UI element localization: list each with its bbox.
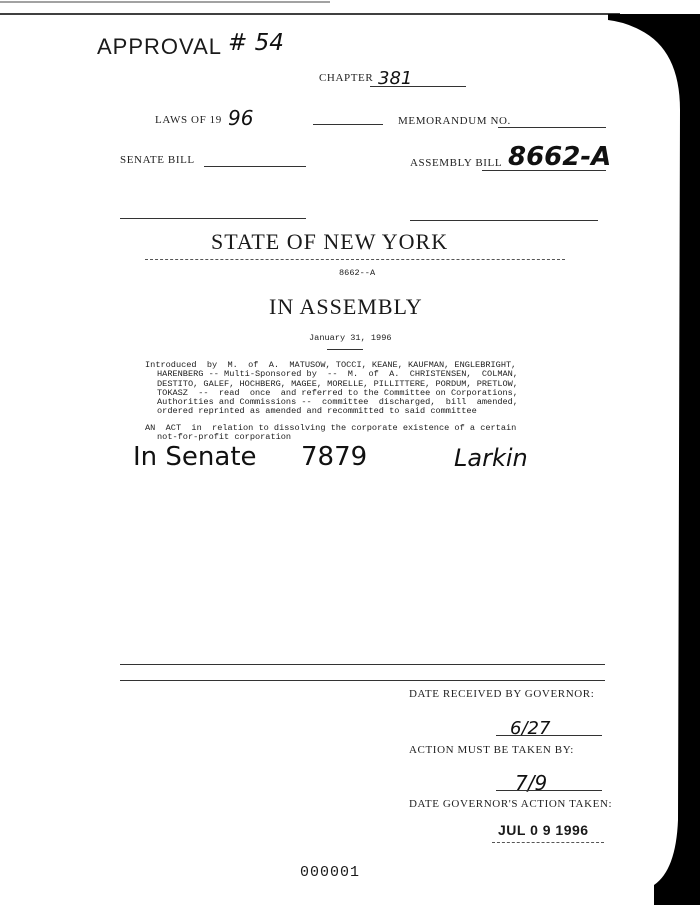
approval-number: # 54 [228, 30, 284, 56]
action-taken-label: DATE GOVERNOR'S ACTION TAKEN: [409, 798, 613, 810]
act-paragraph [145, 424, 516, 443]
chamber-title: IN ASSEMBLY [269, 294, 423, 319]
chapter-label: CHAPTER [319, 72, 374, 84]
assembly-bill-label: ASSEMBLY BILL [410, 157, 503, 169]
page-number: 000001 [300, 864, 361, 881]
chapter-value: 381 [378, 68, 413, 89]
action-taken-stamp: JUL 0 9 1996 [498, 822, 589, 838]
introduced-line: DESTITO, GALEF, HOCHBERG, MAGEE, MORELLE, PILLITTERE, PORDUM, PRETLOW, [157, 378, 518, 389]
act-line: not-for-profit corporation [157, 432, 292, 443]
introduced-paragraph [145, 361, 518, 417]
date-received-value: 6/27 [510, 718, 551, 739]
bill-date: January 31, 1996 [309, 333, 392, 343]
introduced-line: Introduced by M. of A. MATUSOW, TOCCI, KEANE, KAUFMAN, ENGLEBRIGHT, [145, 360, 517, 370]
introduced-line: TOKASZ -- read once and referred to the Committee on Corporations, [157, 387, 518, 398]
approval-label: APPROVAL [97, 34, 222, 59]
assembly-bill-value: 8662-A [508, 142, 612, 172]
laws-year: 96 [228, 106, 254, 130]
laws-label: LAWS OF 19 [155, 114, 222, 126]
sponsor-note: Larkin [454, 444, 528, 472]
introduced-line: HARENBERG -- Multi-Sponsored by -- M. of A. CHRISTENSEN, COLMAN, [157, 369, 518, 380]
date-received-label: DATE RECEIVED BY GOVERNOR: [409, 688, 595, 700]
in-senate-note: In Senate [133, 442, 257, 472]
act-line: AN ACT in relation to dissolving the corporate existence of a certain [145, 423, 517, 433]
action-must-label: ACTION MUST BE TAKEN BY: [409, 744, 574, 756]
memorandum-label: MEMORANDUM NO. [398, 115, 511, 127]
introduced-line: ordered reprinted as amended and recommitted to said committee [157, 406, 477, 417]
bill-number: 8662--A [339, 268, 376, 278]
introduced-line: Authorities and Commissions -- committee discharged, bill amended, [157, 397, 518, 408]
state-title: STATE OF NEW YORK [211, 229, 449, 254]
senate-number-note: 7879 [301, 442, 368, 472]
action-must-value: 7/9 [515, 771, 548, 795]
senate-bill-label: SENATE BILL [120, 154, 195, 166]
